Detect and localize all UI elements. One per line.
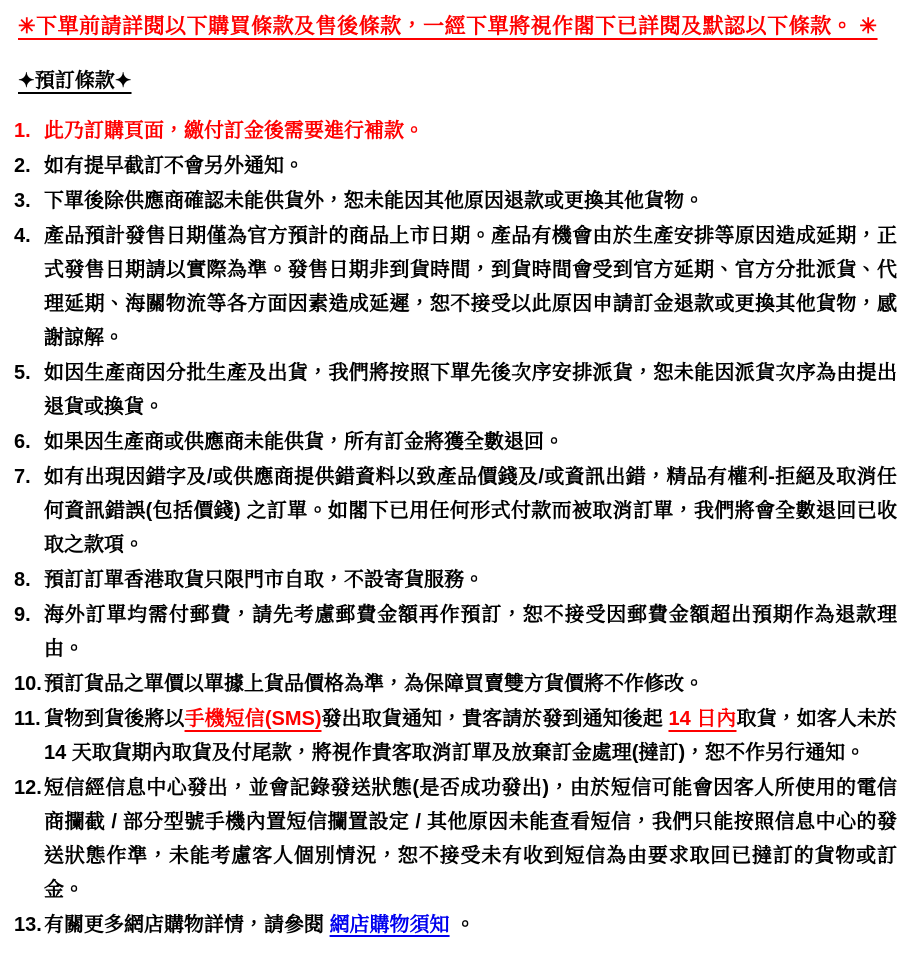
term-content — [44, 114, 897, 148]
term-number: 3. — [14, 190, 31, 212]
term-text: 如果因生產商或供應商未能供貨，所有訂金將獲全數退回。 — [44, 431, 564, 453]
pickup-deadline-highlight: 14 日內 — [668, 708, 737, 730]
term-number: 12. — [14, 777, 42, 799]
term-content — [44, 667, 897, 701]
term-text: 有關更多網店購物詳情，請參閱 — [44, 914, 330, 936]
term-number: 11. — [14, 708, 41, 730]
term-number: 2. — [14, 155, 31, 177]
term-content — [44, 219, 897, 355]
term-content — [44, 149, 897, 183]
term-number: 6. — [14, 431, 31, 453]
term-text: 短信經信息中心發出，並會記錄發送狀態(是否成功發出)，由於短信可能會因客人所使用的電信商攔截 / 部分型號手機內置短信攔置設定 / 其他原因未能查看短信，我們只能按照信息中心的發送狀態作準，未能考慮客人個別情況，恕不接受未有收到短信為由要求取回已撻訂的貨物或訂金。 — [44, 777, 897, 901]
term-item — [14, 563, 897, 597]
term-text: 下單後除供應商確認未能供貨外，恕未能因其他原因退款或更換其他貨物。 — [44, 190, 704, 212]
sms-notice-highlight: 手機短信(SMS) — [184, 708, 322, 730]
term-content — [44, 908, 897, 942]
store-shopping-notice-link[interactable]: 網店購物須知 — [329, 914, 450, 936]
term-content — [44, 425, 897, 459]
term-number: 10. — [14, 673, 42, 695]
term-content — [44, 356, 897, 424]
term-item — [14, 219, 897, 355]
term-text: 貨物到貨後將以 — [44, 708, 185, 730]
term-item — [14, 425, 897, 459]
term-item — [14, 667, 897, 701]
term-text: 如因生產商因分批生產及出貨，我們將按照下單先後次序安排派貨，恕未能因派貨次序為由提出退貨或換貨。 — [44, 362, 897, 418]
term-text: 海外訂單均需付郵費，請先考慮郵費金額再作預訂，恕不接受因郵費金額超出預期作為退款理由。 — [44, 604, 897, 660]
term-content — [44, 563, 897, 597]
term-item — [14, 702, 897, 770]
term-item — [14, 356, 897, 424]
term-content — [44, 702, 897, 770]
term-text: 如有提早截訂不會另外通知。 — [44, 155, 304, 177]
term-text: 取貨，如客人未於 14 天取貨期內取貨及付尾款，將視作貴客取消訂單及放棄訂金處理(撻訂)，恕不作另行通知。 — [44, 708, 898, 764]
term-number: 4. — [14, 225, 31, 247]
term-content — [44, 460, 897, 562]
term-number: 13. — [14, 914, 42, 936]
term-item — [14, 184, 897, 218]
term-text: 發出取貨通知，貴客請於發到通知後起 — [321, 708, 669, 730]
term-content — [44, 184, 897, 218]
term-text: 。 — [449, 914, 476, 936]
term-text: 產品預計發售日期僅為官方預計的商品上市日期。產品有機會由於生產安排等原因造成延期，正式發售日期請以實際為準。發售日期非到貨時間，到貨時間會受到官方延期、官方分批派貨、代理延期、海關物流等各方面因素造成延遲，恕不接受以此原因申請訂金退款或更換其他貨物，感謝諒解。 — [44, 225, 897, 349]
term-item — [14, 598, 897, 666]
term-content — [44, 771, 897, 907]
term-text: 預訂訂單香港取貨只限門市自取，不設寄貨服務。 — [44, 569, 484, 591]
deposit-notice-text: 此乃訂購頁面，繳付訂金後需要進行補款。 — [44, 120, 424, 142]
term-item — [14, 149, 897, 183]
term-text: 預訂貨品之單價以單據上貨品價格為準，為保障買賣雙方貨價將不作修改。 — [44, 673, 704, 695]
terms-warning-header: ✳下單前請詳閱以下購買條款及售後條款，一經下單將視作閣下已詳閱及默認以下條款。 ✳ — [18, 15, 878, 38]
term-item — [14, 114, 897, 148]
term-item — [14, 460, 897, 562]
term-number: 7. — [14, 466, 31, 488]
term-number: 1. — [14, 120, 31, 142]
term-number: 9. — [14, 604, 31, 626]
term-item — [14, 908, 897, 942]
terms-list — [14, 114, 897, 942]
term-number: 8. — [14, 569, 31, 591]
term-item — [14, 771, 897, 907]
term-content — [44, 598, 897, 666]
section-title-preorder-terms: ✦預訂條款✦ — [18, 70, 132, 92]
term-number: 5. — [14, 362, 31, 384]
term-text: 如有出現因錯字及/或供應商提供錯資料以致產品價錢及/或資訊出錯，精品有權利-拒絕及取消任何資訊錯誤(包括價錢) 之訂單。如閣下已用任何形式付款而被取消訂單，我們將會全數退回已收取之款項。 — [44, 466, 897, 556]
